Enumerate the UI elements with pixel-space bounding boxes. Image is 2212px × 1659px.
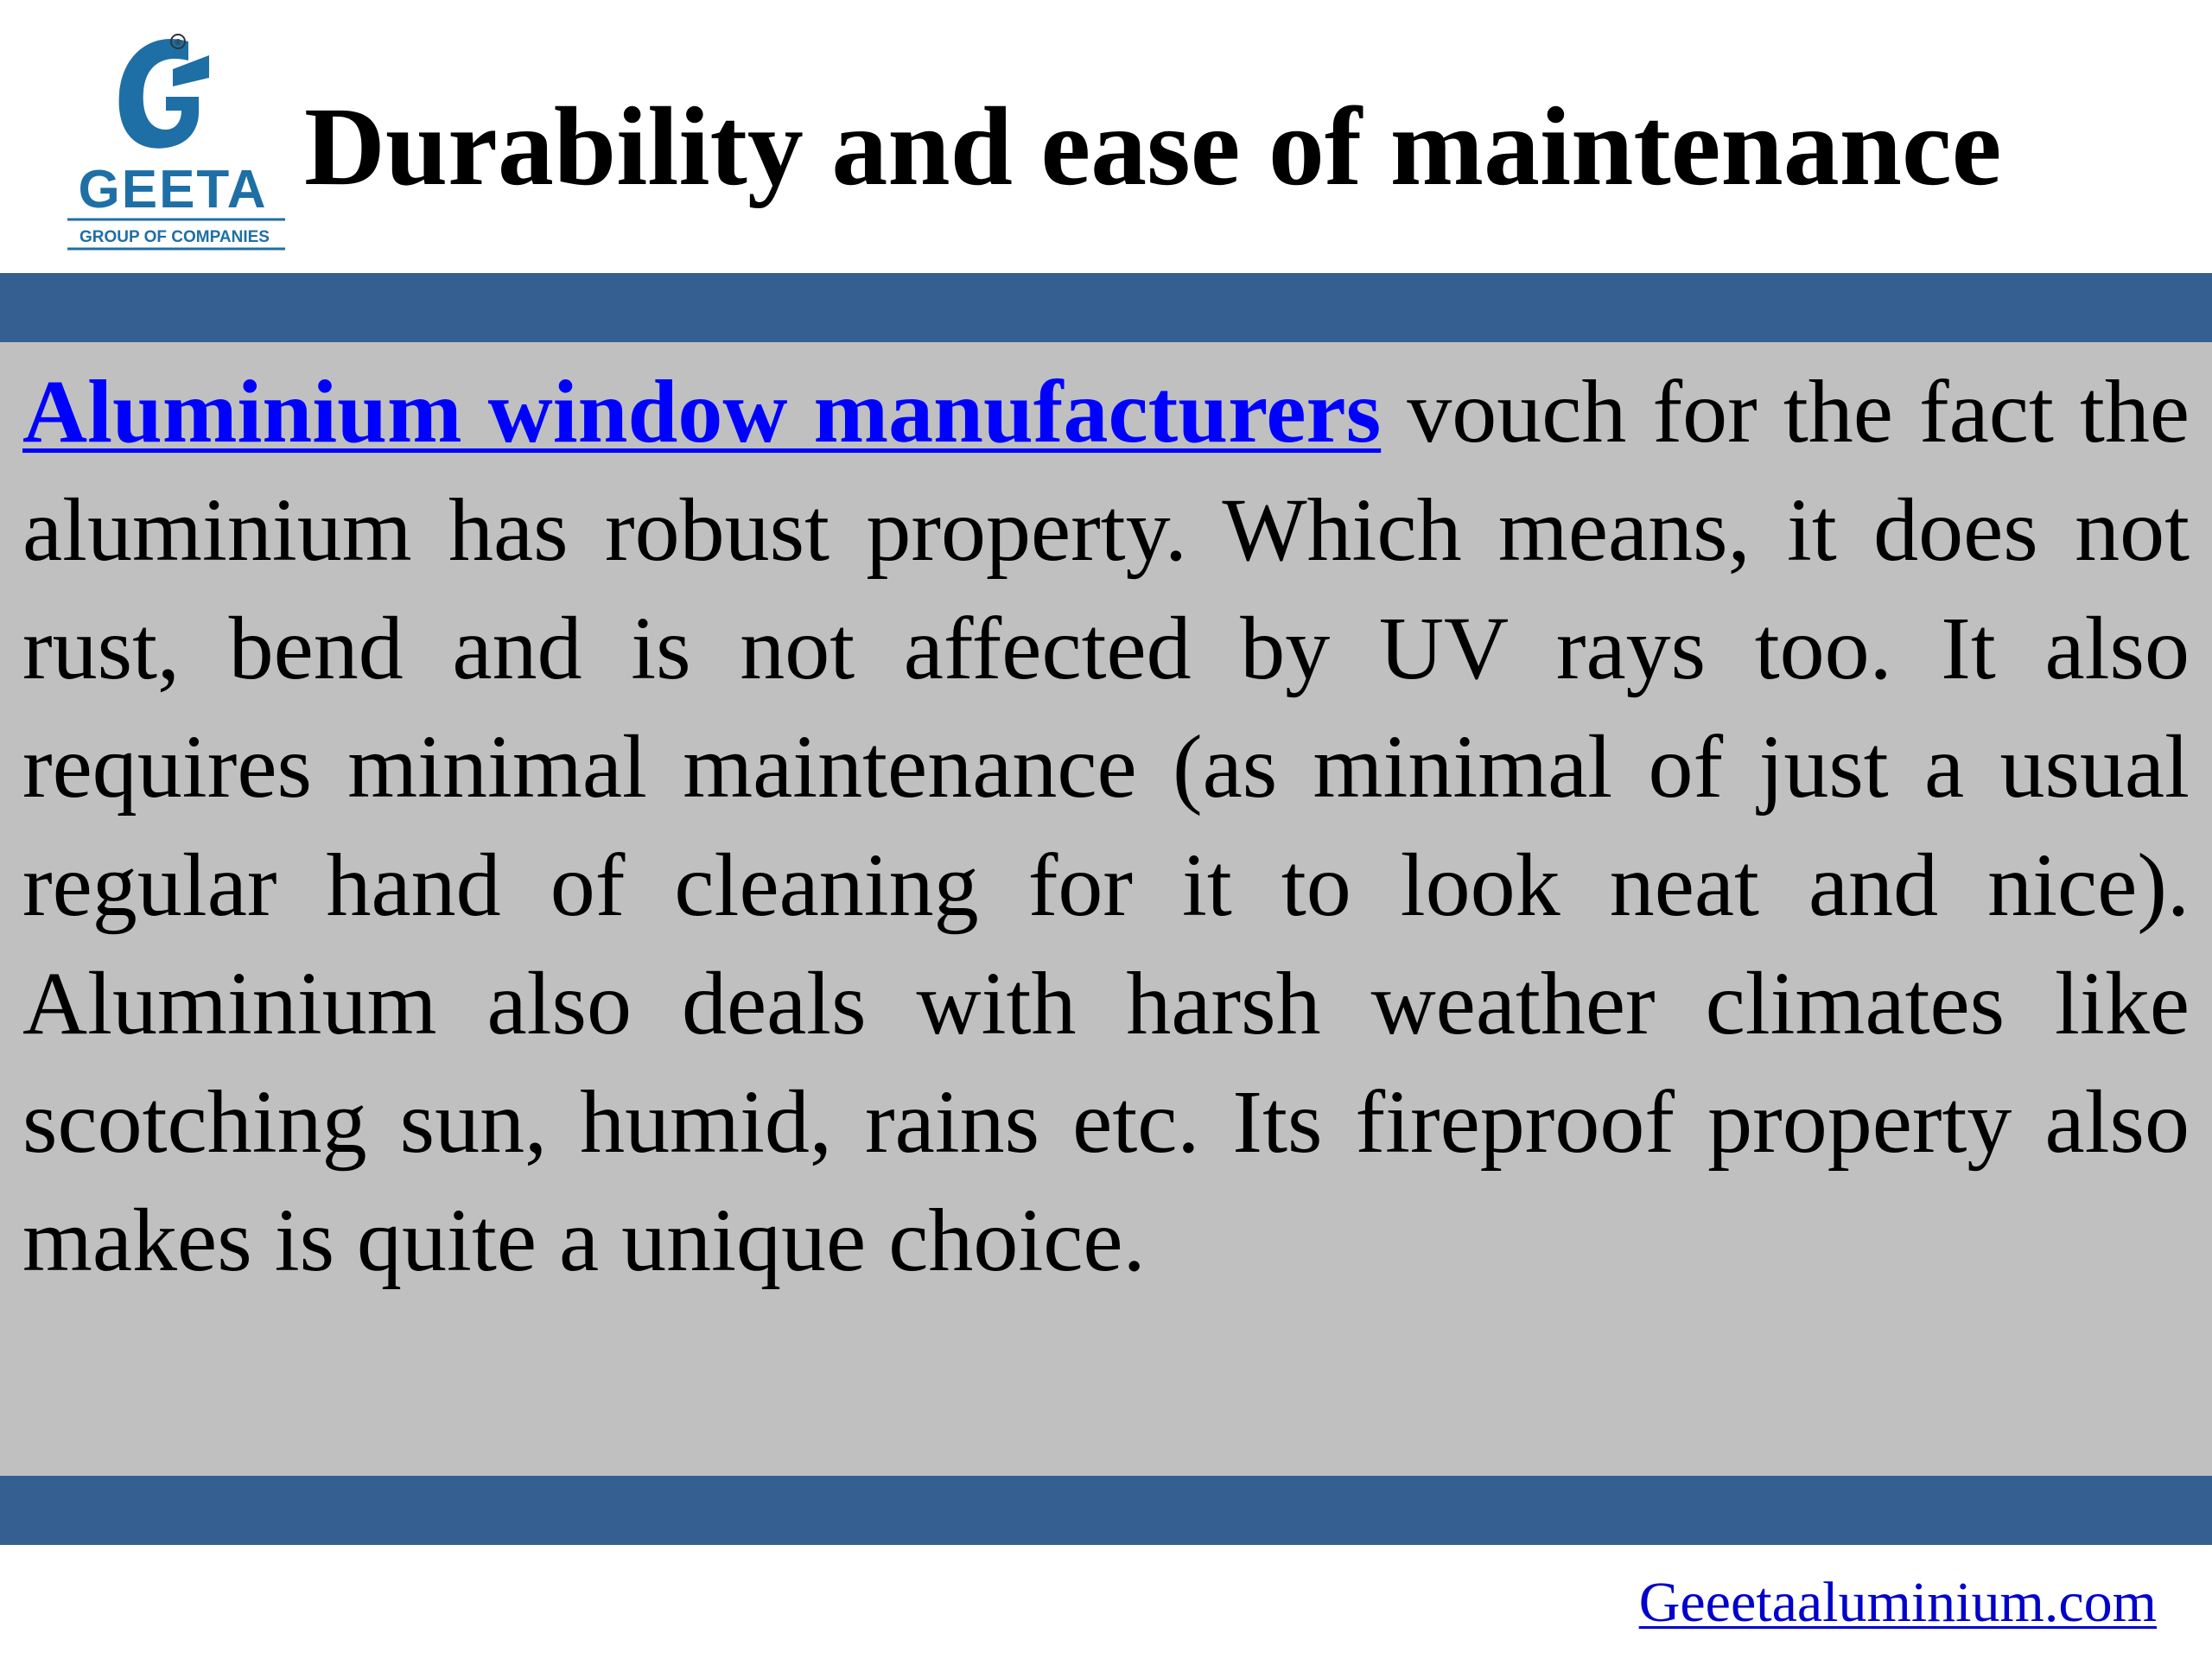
svg-text:®: ® (175, 38, 181, 48)
footer-website-link[interactable]: Geeetaaluminium.com (1638, 1571, 2157, 1634)
top-divider-band (0, 273, 2212, 342)
bottom-divider-band (0, 1476, 2212, 1545)
body-paragraph (22, 353, 2190, 1300)
aluminium-window-manufacturers-link[interactable]: Aluminium window manufacturers (22, 362, 1382, 461)
geeta-logo (60, 26, 302, 259)
geeta-wordmark: GEETA (78, 160, 268, 219)
body-text: vouch for the fact the aluminium has robust property. Which means, it does not rust, bend and is not affected by UV rays too. It also requires minimal maintenance (as minimal of just a usual regular hand of cleaning for it to look neat and nice). Aluminium also deals with harsh weather climates like scotching sun, humid, rains etc. Its fireproof property also makes is quite a unique choice. (22, 362, 2190, 1290)
slide-title: Durability and ease of maintenance (304, 85, 2002, 209)
geeta-tagline: GROUP OF COMPANIES (79, 228, 270, 246)
geeta-g-mark (119, 39, 199, 149)
